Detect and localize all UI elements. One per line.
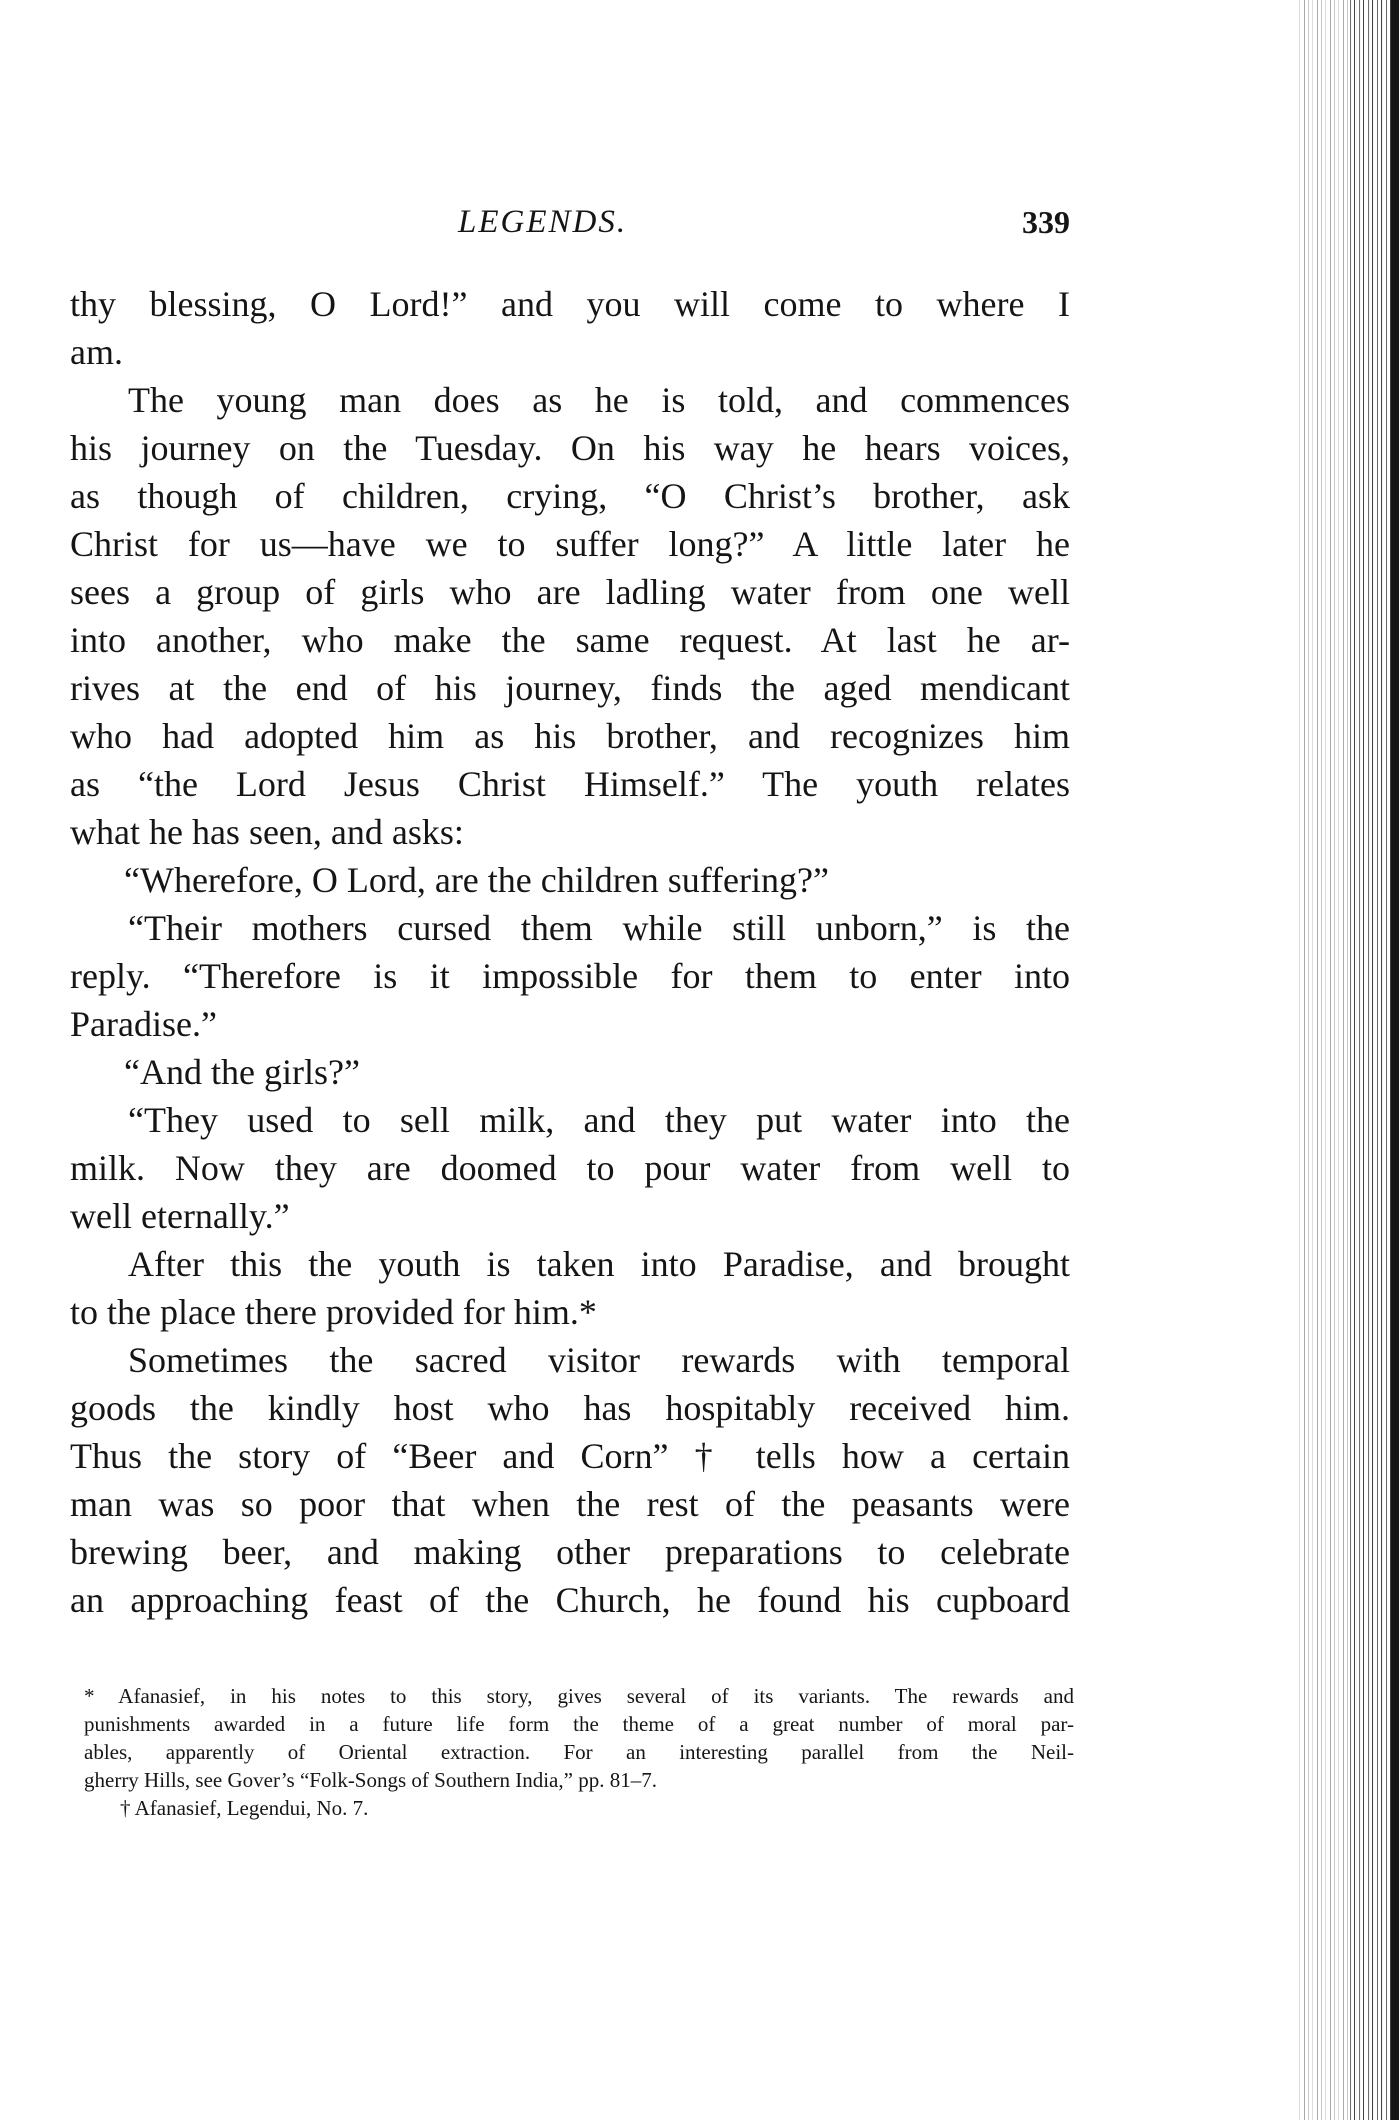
running-head bbox=[70, 204, 1070, 260]
text-line: Sometimes the sacred visitor rewards with temporal bbox=[128, 1340, 1070, 1380]
text-line: Paradise.” bbox=[70, 1004, 217, 1044]
text-line: well eternally.” bbox=[70, 1196, 290, 1236]
text-line: man was so poor that when the rest of the peasants were bbox=[70, 1484, 1070, 1524]
running-head-title: LEGENDS. bbox=[458, 204, 628, 240]
text-line: milk. Now they are doomed to pour water from well to bbox=[70, 1148, 1070, 1188]
text-line: brewing beer, and making other preparations to celebrate bbox=[70, 1532, 1070, 1572]
text-line: The young man does as he is told, and commences bbox=[128, 380, 1070, 420]
text-line: After this the youth is taken into Paradise, and brought bbox=[128, 1244, 1070, 1284]
text-line: his journey on the Tuesday. On his way he hears voices, bbox=[70, 428, 1070, 468]
text-line: who had adopted him as his brother, and recognizes him bbox=[70, 716, 1070, 756]
text-line: reply. “Therefore is it impossible for them to enter into bbox=[70, 956, 1070, 996]
body-text bbox=[70, 280, 1070, 1624]
page-number: 339 bbox=[1022, 204, 1070, 240]
text-line: “Their mothers cursed them while still unborn,” is the bbox=[128, 908, 1070, 948]
text-line: Thus the story of “Beer and Corn” † tells how a certain bbox=[70, 1436, 1070, 1476]
text-line: goods the kindly host who has hospitably received him. bbox=[70, 1388, 1070, 1428]
text-line: “Wherefore, O Lord, are the children suffering?” bbox=[124, 860, 829, 900]
footnote-line: † Afanasief, Legendui, No. 7. bbox=[120, 1796, 369, 1820]
text-line: sees a group of girls who are ladling water from one well bbox=[70, 572, 1070, 612]
footnote-line: ables, apparently of Oriental extraction. For an interesting parallel from the Neil- bbox=[84, 1740, 1074, 1764]
footnotes bbox=[84, 1682, 1074, 1822]
text-line: Christ for us—have we to suffer long?” A little later he bbox=[70, 524, 1070, 564]
footnote-line: gherry Hills, see Gover’s “Folk-Songs of Southern India,” pp. 81–7. bbox=[84, 1768, 657, 1792]
text-line: as “the Lord Jesus Christ Himself.” The youth relates bbox=[70, 764, 1070, 804]
text-line: to the place there provided for him.* bbox=[70, 1292, 597, 1332]
text-line: as though of children, crying, “O Christ’s brother, ask bbox=[70, 476, 1070, 516]
text-line: “They used to sell milk, and they put water into the bbox=[128, 1100, 1070, 1140]
text-line: into another, who make the same request. At last he ar- bbox=[70, 620, 1070, 660]
book-edge-scan-artifact bbox=[1296, 0, 1399, 2120]
footnote-line: punishments awarded in a future life form the theme of a great number of moral par- bbox=[84, 1712, 1074, 1736]
text-line: thy blessing, O Lord!” and you will come to where I bbox=[70, 284, 1070, 324]
text-line: am. bbox=[70, 332, 123, 372]
footnote-line: * Afanasief, in his notes to this story, gives several of its variants. The rewards and bbox=[84, 1684, 1074, 1708]
text-line: rives at the end of his journey, finds the aged mendicant bbox=[70, 668, 1070, 708]
text-line: what he has seen, and asks: bbox=[70, 812, 464, 852]
text-line: an approaching feast of the Church, he found his cupboard bbox=[70, 1580, 1070, 1620]
text-line: “And the girls?” bbox=[124, 1052, 360, 1092]
